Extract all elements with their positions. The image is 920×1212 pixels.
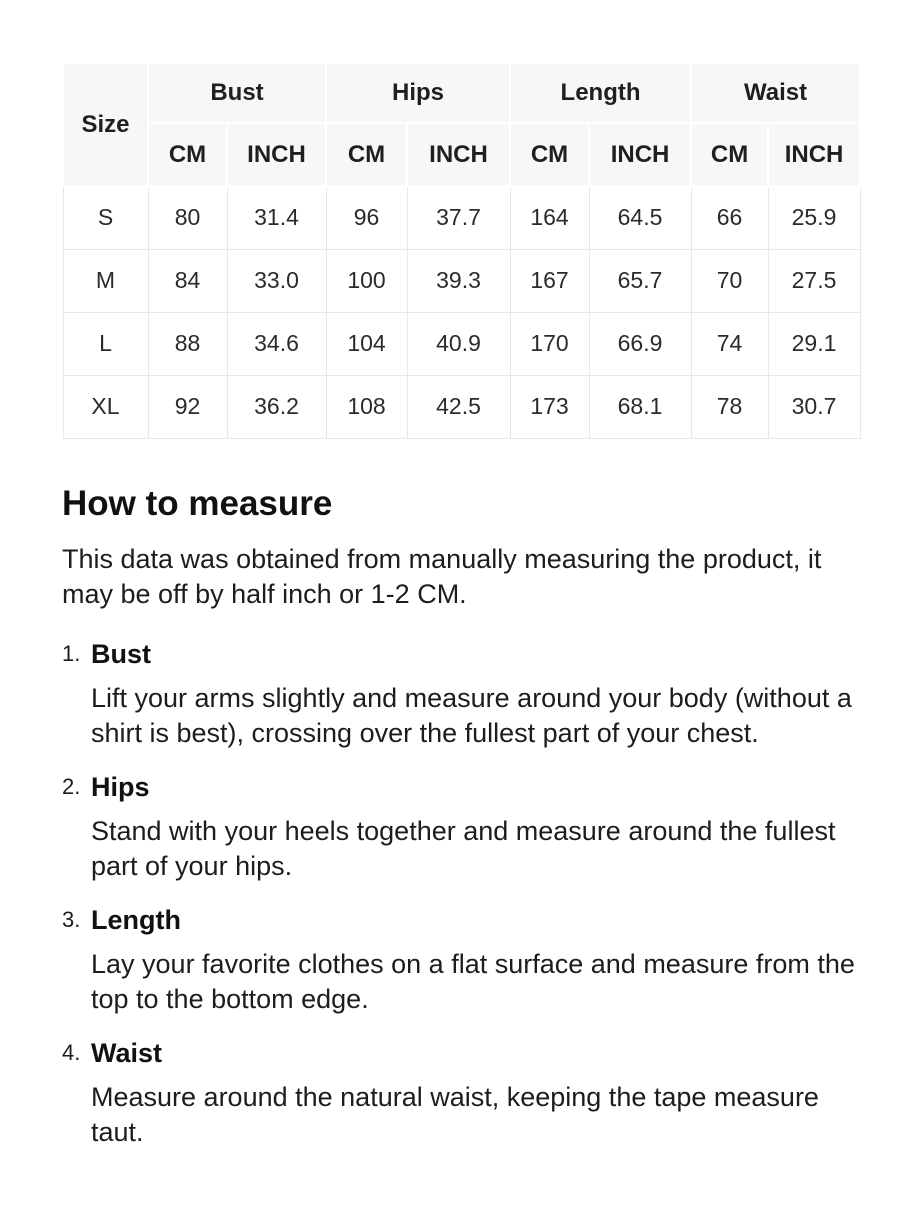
step-title: Hips xyxy=(91,771,150,802)
step-number: 4. xyxy=(62,1039,81,1065)
size-cell: M xyxy=(63,249,148,312)
table-cell: 74 xyxy=(691,312,768,375)
measure-step-bust xyxy=(62,635,859,751)
step-description: Measure around the natural waist, keeping the tape measure taut. xyxy=(91,1081,819,1147)
table-cell: 108 xyxy=(326,375,407,438)
hips-cm-header: CM xyxy=(326,123,407,186)
table-cell: 36.2 xyxy=(227,375,326,438)
table-cell: 78 xyxy=(691,375,768,438)
table-cell: 84 xyxy=(148,249,227,312)
table-cell: 34.6 xyxy=(227,312,326,375)
step-title: Waist xyxy=(91,1037,163,1068)
table-cell: 37.7 xyxy=(407,186,510,249)
length-column-header: Length xyxy=(510,63,691,123)
table-cell: 27.5 xyxy=(768,249,860,312)
waist-column-header: Waist xyxy=(691,63,860,123)
step-description: Stand with your heels together and measure around the fullest part of your hips. xyxy=(91,815,836,881)
hips-column-header: Hips xyxy=(326,63,510,123)
table-cell: 104 xyxy=(326,312,407,375)
table-cell: 65.7 xyxy=(589,249,691,312)
step-number: 1. xyxy=(62,640,81,666)
table-header-row-units xyxy=(63,123,860,186)
step-description: Lay your favorite clothes on a flat surface and measure from the top to the bottom edge. xyxy=(91,948,855,1014)
how-to-measure-title: How to measure xyxy=(62,483,333,523)
table-cell: 33.0 xyxy=(227,249,326,312)
table-cell: 167 xyxy=(510,249,589,312)
table-cell: 42.5 xyxy=(407,375,510,438)
size-chart-table xyxy=(62,62,861,439)
table-cell: 66 xyxy=(691,186,768,249)
waist-cm-header: CM xyxy=(691,123,768,186)
table-cell: 25.9 xyxy=(768,186,860,249)
table-row-size-m xyxy=(63,249,860,312)
length-inch-header: INCH xyxy=(589,123,691,186)
hips-inch-header: INCH xyxy=(407,123,510,186)
table-header-row-groups xyxy=(63,63,860,123)
size-column-header: Size xyxy=(63,63,148,186)
table-cell: 39.3 xyxy=(407,249,510,312)
step-title: Length xyxy=(91,904,181,935)
step-number: 3. xyxy=(62,906,81,932)
step-number: 2. xyxy=(62,773,81,799)
table-cell: 88 xyxy=(148,312,227,375)
table-cell: 68.1 xyxy=(589,375,691,438)
table-cell: 29.1 xyxy=(768,312,860,375)
size-cell: S xyxy=(63,186,148,249)
table-cell: 170 xyxy=(510,312,589,375)
table-cell: 80 xyxy=(148,186,227,249)
bust-inch-header: INCH xyxy=(227,123,326,186)
size-cell: L xyxy=(63,312,148,375)
measure-steps-list xyxy=(62,635,859,1150)
step-description: Lift your arms slightly and measure around your body (without a shirt is best), crossing over the fullest part of your chest. xyxy=(91,682,852,748)
table-row-size-xl xyxy=(63,375,860,438)
table-row-size-l xyxy=(63,312,860,375)
table-cell: 100 xyxy=(326,249,407,312)
table-cell: 164 xyxy=(510,186,589,249)
bust-column-header: Bust xyxy=(148,63,326,123)
table-cell: 96 xyxy=(326,186,407,249)
table-cell: 92 xyxy=(148,375,227,438)
table-cell: 70 xyxy=(691,249,768,312)
table-cell: 66.9 xyxy=(589,312,691,375)
size-cell: XL xyxy=(63,375,148,438)
table-cell: 173 xyxy=(510,375,589,438)
how-to-measure-intro: This data was obtained from manually measuring the product, it may be off by half inch or 1-2 CM. xyxy=(62,543,822,609)
waist-inch-header: INCH xyxy=(768,123,860,186)
measure-step-hips xyxy=(62,768,859,884)
table-cell: 40.9 xyxy=(407,312,510,375)
bust-cm-header: CM xyxy=(148,123,227,186)
table-cell: 31.4 xyxy=(227,186,326,249)
table-cell: 30.7 xyxy=(768,375,860,438)
table-cell: 64.5 xyxy=(589,186,691,249)
step-title: Bust xyxy=(91,638,151,669)
measure-step-length xyxy=(62,901,859,1017)
measure-step-waist xyxy=(62,1034,859,1150)
table-row-size-s xyxy=(63,186,860,249)
length-cm-header: CM xyxy=(510,123,589,186)
